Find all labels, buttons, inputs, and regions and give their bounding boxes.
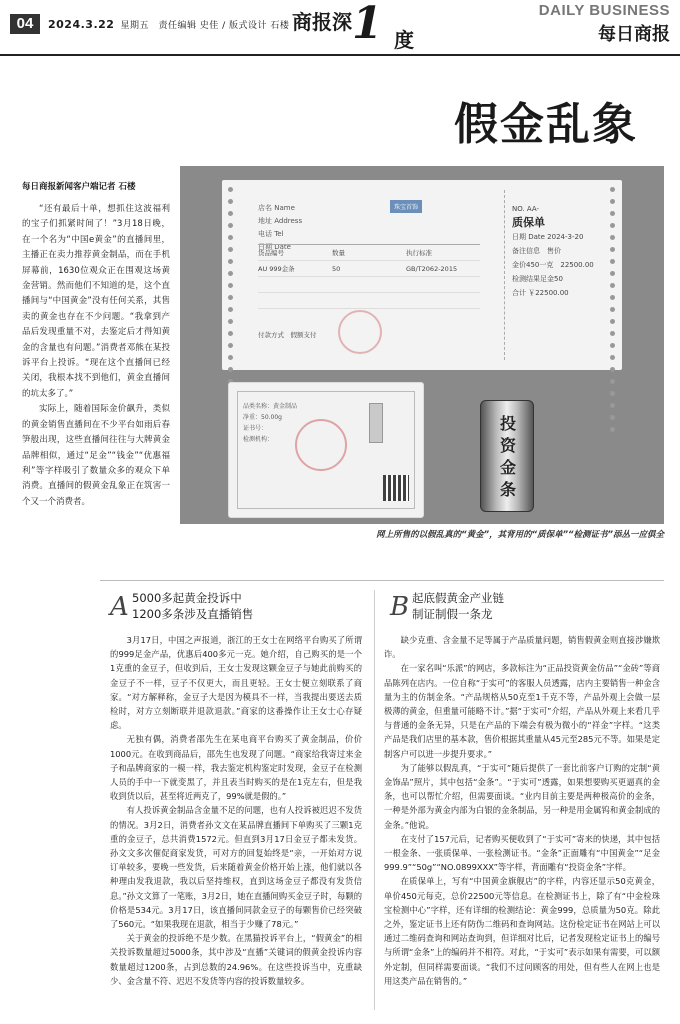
receipt-footer: 付款方式 假额支付 bbox=[258, 331, 317, 339]
section-b-body bbox=[384, 633, 660, 988]
intro-paragraph: 实际上，随着国际金价飙升，类似的黄金销售直播间在不少平台如雨后春笋般出现，这些直播间往往与大牌黄金品牌相似，通过“足金”“钱金”“优惠福利”等字样吸引了数量众多的观众下单消费。直播间的假黄金乱象正在筑害一个又一个消费者。 bbox=[22, 404, 170, 507]
receipt-right-panel bbox=[512, 202, 594, 300]
column-number: 1 bbox=[352, 0, 383, 49]
paragraph: 为了能够以假乱真，“于实可”随后提供了一套比前客户订购的定制“黄金饰品”照片，其中包括“金条”。“于实可”透露，如果想要购买更逼真的金条，也可以帮忙介绍，但需要面谈。“业内目前主要是两种极高价的金条，一种是外部为黄金内部为白银的金条制品，另一种是用金属钨和黄金制成的金条。”他说。 bbox=[384, 762, 660, 830]
paragraph: 缺少克重、含金量不足等属于产品质量问题，销售假黄金则直接涉嫌欺诈。 bbox=[384, 635, 660, 660]
receipt-table-row bbox=[258, 261, 480, 277]
receipt-line: 电话 Tel bbox=[258, 230, 284, 238]
editor-info: 星期五 责任编辑 史佳 / 版式设计 石楼 bbox=[120, 21, 290, 31]
issue-date: 2024.3.22 bbox=[48, 18, 115, 31]
perforation-left bbox=[226, 180, 236, 370]
receipt-line: 店名 Name bbox=[258, 204, 295, 212]
table-cell: 执行标准 bbox=[406, 249, 432, 257]
section-a-title-line2: 1200多条涉及直播销售 bbox=[132, 607, 254, 621]
table-cell: 数量 bbox=[332, 249, 345, 257]
section-b-title-line1: 起底假黄金产业链 bbox=[412, 591, 504, 605]
page-number: 04 bbox=[10, 14, 40, 34]
page-header bbox=[0, 0, 680, 56]
receipt-line: 备注信息 售价 bbox=[512, 247, 561, 255]
gold-bar bbox=[480, 400, 534, 512]
red-seal-stamp bbox=[338, 310, 382, 354]
intro-text bbox=[22, 202, 170, 510]
section-b-heading bbox=[390, 590, 630, 628]
header-info bbox=[48, 18, 289, 31]
brand-english: DAILY BUSINESS bbox=[538, 2, 670, 19]
section-a-title-line1: 5000多起黄金投诉中 bbox=[132, 591, 242, 605]
certificate-line: 检测机构： bbox=[243, 436, 274, 443]
column-title-left: 商报深 bbox=[292, 10, 352, 34]
test-certificate bbox=[228, 382, 424, 518]
intro-paragraph: “还有最后十单，想抓住这波福利的宝子们抓紧时间了！”3月18日晚，在一个名为“中国e黄金”的直播间里，主播正在卖力推荐黄金制品，而在手机屏幕前，1630位观众正在围观这场黄金营销。然而他们不知道的是，这个直播间与“中国黄金”没有任何关系，其售卖的黄金也存在不少问题。“我拿到产品后发现重量不对，去鉴定后才得知黄金的含量也有问题。”消费者邓熊在某投诉平台上投诉。“现在这个直播间已经关闭，我根本找不到他们，黄金直播间的坑太多了。” bbox=[22, 204, 170, 399]
perforation-right bbox=[608, 180, 618, 370]
section-b-title-line2: 制证制假一条龙 bbox=[412, 607, 493, 621]
qr-code-icon bbox=[383, 475, 409, 501]
receipt-number: NO. AA- bbox=[512, 205, 540, 213]
paragraph: 关于黄金的投诉绝不是少数。在黑猫投诉平台上，“假黄金”的相关投诉数量超过5000条，其中涉及“直播”关键词的假黄金投诉内容数量超过1200条，占到总数的24.96%。在这些投诉当中，克重缺少、金含量不符、迟迟不发货等内容的投诉数量较多。 bbox=[110, 933, 362, 986]
receipt-table-row-empty bbox=[258, 293, 480, 309]
paragraph: 在质保单上，写有“中国黄金旗舰店”的字样，内容还显示50克黄金，单价450元每克，总价22500元等信息。在检测证书上，除了有“中金检珠宝检测中心”字样，还有详细的检测结论：黄金999，总质量为50克。除此之外，鉴定证书上还有防伪二维码和查询网站。这份检定证书在网站上可以通过二维码查询和网站查询到，但详细对比后，记者发现检定证书上的编号与所谓“金条”上的编码并不相符。对此，“于实可”表示如果有需要，可以额外定制，但同样需要面谈。“我们不过问顾客的用处，但有些人在网上也是用这类产品在销售的。” bbox=[384, 876, 660, 986]
receipt-table-row-empty bbox=[258, 277, 480, 293]
certificate-line: 品类名称：黄金制品 bbox=[243, 403, 298, 410]
gold-bar-inscription: 投资金条 bbox=[499, 414, 516, 499]
table-cell: GB/T2062-2015 bbox=[406, 264, 458, 273]
table-cell: AU 999金条 bbox=[258, 265, 295, 273]
table-cell: 50 bbox=[332, 264, 341, 273]
receipt-line: 地址 Address bbox=[258, 217, 303, 225]
section-a-heading bbox=[110, 590, 350, 628]
receipt-title: 质保单 bbox=[512, 216, 545, 229]
main-headline: 假金乱象 bbox=[454, 99, 638, 150]
paragraph: 在一家名叫“乐派”的网店，多款标注为“正品投资黄金仿品”“金砖”等商品陈列在店内。一位自称“于实可”的客服人员透露，店内主要销售一种金含量为主的仿制金条。“产品规格从50克至1千克不等，产品外观上会做一层极薄的黄金，但重量可能略不计。”据“于实可”介绍，产品从外观上来看几乎与普通的金条无异，只是在产品的下端会有极为微小的“祥金”字样。“这类产品是我们店里的基本款，售价根据其重量从45元至285元不等。如果是定制客户可以进一步提升要求。” bbox=[384, 663, 660, 759]
certificate-product-photo bbox=[369, 403, 383, 443]
receipt-line: 金价450一克 22500.00 bbox=[512, 261, 594, 269]
receipt-brand-tag: 珠宝首饰 bbox=[390, 200, 422, 213]
table-cell: 货品编号 bbox=[258, 249, 284, 257]
receipt-divider bbox=[504, 190, 505, 360]
certificate-line: 净重：50.00g bbox=[243, 414, 282, 421]
column-divider bbox=[374, 590, 375, 1010]
receipt-line: 合计 ￥22500.00 bbox=[512, 289, 569, 297]
paragraph: 无独有偶，消费者邵先生在某电商平台购买了黄金制品，价价1000元。在收到商品后，邵先生也发现了问题。“商家给我寄过来金子和品牌商家的一模一样，我去鉴定机构鉴定时发现，金豆子在检测人员的手中一下就变黑了，并且表当时购买的是在1克左右，但是我收到货以后，甚至将近两克了，99%就是假的。” bbox=[110, 734, 362, 802]
section-a-letter: A bbox=[110, 592, 129, 622]
certificate-lines bbox=[243, 401, 297, 445]
receipt-table-header bbox=[258, 245, 480, 261]
section-divider bbox=[100, 580, 664, 581]
paragraph: 3月17日，中国之声报道，浙江的王女士在网络平台购买了所谓的999足金产品，优惠后400多元一克。她介绍，自己购买的是一个1克重的金豆子，但收到后，王女士发现这颗金豆子与她此前购买的金豆子不一样，豆子不仅更大，而且更轻。王女士便立刻联系了商家。“对方解释称，金豆子大是因为模具不一样，当我提出要送去质检时，对方立刻断联并退款退款。”商家的这番操作让王女士心存疑虑。 bbox=[110, 635, 362, 731]
receipt-line: 检测结果足金50 bbox=[512, 275, 563, 283]
paragraph: 在支付了157元后，记者购买便收到了“于实可”寄来的快递，其中包括一根金条、一张质保单、一张检测证书。“金条”正面雕有“中国黄金”“足金999.9”“50g”“NO.0899XXX”等字样，背面雕有“投资金条”字样。 bbox=[384, 833, 660, 873]
paragraph: 有人投诉黄金制品含金量不足的问题，也有人投诉被迟迟不发货的情况。3月2日，消费者孙文文在某品牌直播间下单购买了三颗1克重的金豆子，总共消费1572元。但直到3月17日金豆子都未发货。孙文文多次催促商家发货，可对方的回复始终是“亲，一开始对方说订单较多，要晚一些发货，后来随着黄金价格开始上涨，他们就以各种理由发我退款，我以后坚持维权，直到这场金豆子都没有发货信息。”孙文文算了一笔账，3月2日，她在直播间购买金豆子时，每颗的价格是534元。3月17日，该直播间同款金豆子的每颗售价已经突破了560元。“如果我现在退款，相当于少赚了78元。” bbox=[110, 805, 362, 930]
certificate-line: 证书号： bbox=[243, 425, 268, 432]
warranty-receipt bbox=[222, 180, 622, 370]
certificate-seal bbox=[295, 419, 347, 471]
section-a-body bbox=[110, 633, 362, 988]
brand-chinese: 每日商报 bbox=[598, 24, 670, 45]
byline: 每日商报新闻客户端记者 石楼 bbox=[22, 182, 136, 192]
receipt-line: 日期 Date 2024-3-20 bbox=[512, 233, 584, 241]
photo-caption: 网上所售的以假乱真的“黄金”，其背用的“质保单”“检测证书”添丛一应俱全 bbox=[376, 530, 664, 540]
news-photo bbox=[180, 166, 664, 524]
column-title-right: 度 bbox=[394, 28, 414, 52]
receipt-table bbox=[258, 244, 480, 309]
section-b-letter: B bbox=[390, 592, 410, 622]
receipt-line: 日期 Date bbox=[258, 243, 291, 251]
